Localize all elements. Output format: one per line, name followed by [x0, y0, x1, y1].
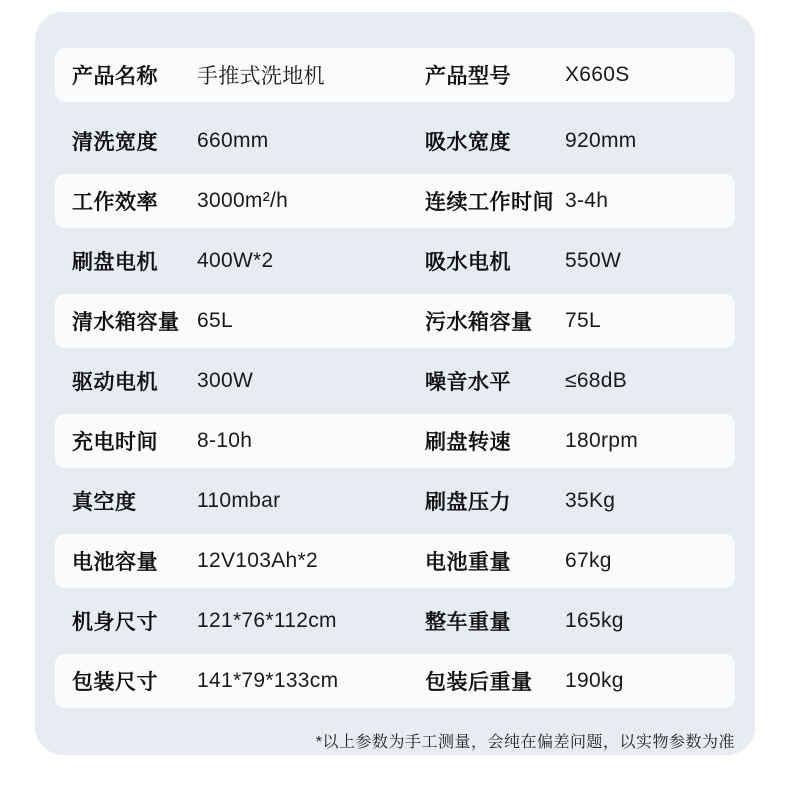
spec-value: X660S — [565, 63, 630, 86]
spec-card — [35, 12, 755, 755]
spec-value: 300W — [197, 369, 254, 392]
spec-value: 550W — [565, 249, 622, 272]
spec-value: 12V103Ah*2 — [197, 549, 318, 572]
spec-value: ≤68dB — [565, 369, 628, 392]
spec-row — [55, 294, 735, 348]
spec-row — [55, 354, 735, 408]
spec-value: 190kg — [565, 669, 624, 692]
spec-label: 清水箱容量 — [72, 311, 180, 334]
spec-label: 电池容量 — [72, 551, 158, 574]
spec-row — [55, 174, 735, 228]
spec-row — [55, 594, 735, 648]
spec-label: 充电时间 — [72, 431, 158, 454]
spec-label: 产品名称 — [72, 65, 158, 88]
spec-label: 整车重量 — [425, 611, 511, 634]
spec-row — [55, 474, 735, 528]
spec-value: 手推式洗地机 — [197, 65, 325, 88]
spec-row — [55, 654, 735, 708]
spec-label: 刷盘电机 — [72, 251, 158, 274]
disclaimer-note: *以上参数为手工测量，会纯在偏差问题，以实物参数为准 — [315, 734, 735, 751]
spec-label: 吸水宽度 — [425, 131, 511, 154]
spec-table — [55, 48, 735, 708]
spec-value: 35Kg — [565, 489, 616, 512]
spec-value: 400W*2 — [197, 249, 274, 272]
spec-row — [55, 414, 735, 468]
spec-label: 工作效率 — [72, 191, 158, 214]
spec-label: 包装尺寸 — [72, 671, 158, 694]
spec-label: 连续工作时间 — [425, 191, 554, 214]
spec-value: 3000m²/h — [197, 189, 289, 212]
spec-label: 噪音水平 — [425, 371, 511, 394]
spec-value: 180rpm — [565, 429, 639, 452]
spec-label: 包装后重量 — [425, 671, 533, 694]
spec-value: 67kg — [565, 549, 612, 572]
spec-row — [55, 48, 735, 102]
spec-label: 刷盘转速 — [425, 431, 511, 454]
spec-label: 机身尺寸 — [72, 611, 158, 634]
spec-value: 165kg — [565, 609, 624, 632]
spec-label: 产品型号 — [425, 65, 511, 88]
spec-label: 电池重量 — [425, 551, 511, 574]
spec-value: 920mm — [565, 129, 637, 152]
spec-label: 清洗宽度 — [72, 131, 158, 154]
spec-label: 刷盘压力 — [425, 491, 511, 514]
spec-row — [55, 534, 735, 588]
spec-label: 真空度 — [72, 491, 137, 514]
spec-value: 121*76*112cm — [197, 609, 337, 632]
spec-value: 75L — [565, 309, 601, 332]
spec-value: 3-4h — [565, 189, 609, 212]
spec-row — [55, 114, 735, 168]
spec-value: 110mbar — [197, 489, 281, 512]
spec-value: 660mm — [197, 129, 269, 152]
spec-value: 141*79*133cm — [197, 669, 339, 692]
spec-value: 65L — [197, 309, 233, 332]
spec-label: 吸水电机 — [425, 251, 511, 274]
spec-label: 污水箱容量 — [425, 311, 533, 334]
spec-value: 8-10h — [197, 429, 253, 452]
spec-row — [55, 234, 735, 288]
spec-label: 驱动电机 — [72, 371, 158, 394]
